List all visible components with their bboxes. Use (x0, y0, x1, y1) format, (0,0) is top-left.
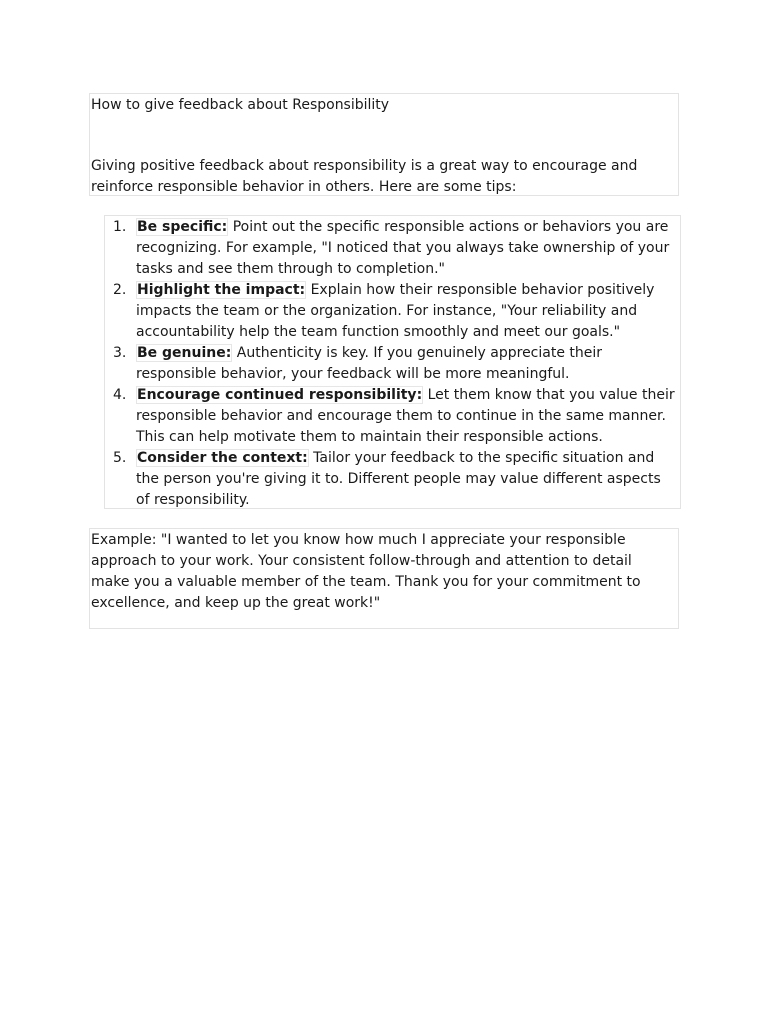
tip-text: Let them know that you value their responsible behavior and encourage them to continue in the same manner. This can help motivate them to maintain their responsible actions. (136, 387, 675, 445)
list-number: 4. (113, 387, 127, 403)
tip-text: Tailor your feedback to the specific situation and the person you're giving it to. Different people may value different aspects of responsibility. (136, 450, 661, 508)
tips-list (105, 217, 676, 511)
intro-paragraph: Giving positive feedback about responsibility is a great way to encourage and reinforce responsible behavior in others. Here are some tips: (91, 158, 638, 195)
tip-text: Authenticity is key. If you genuinely appreciate their responsible behavior, your feedback will be more meaningful. (136, 345, 603, 382)
tip-heading: Consider the context: (137, 450, 308, 466)
list-number: 2. (113, 282, 127, 298)
tip-heading: Highlight the impact: (137, 282, 306, 298)
tip-heading: Encourage continued responsibility: (137, 387, 423, 403)
tip-text: Point out the specific responsible actions or behaviors you are recognizing. For example, "I noticed that you always take ownership of your tasks and see them through to completion." (136, 219, 670, 277)
intro-block (89, 93, 679, 196)
list-item (105, 280, 676, 343)
list-item (105, 343, 676, 385)
list-item (105, 217, 676, 280)
list-item (105, 385, 676, 448)
tip-heading: Be specific: (137, 219, 228, 235)
list-number: 3. (113, 345, 127, 361)
list-number: 1. (113, 219, 127, 235)
document-title: How to give feedback about Responsibility (91, 97, 390, 113)
tip-heading: Be genuine: (137, 345, 232, 361)
list-item (105, 448, 676, 511)
example-paragraph: Example: "I wanted to let you know how much I appreciate your responsible approach to your work. Your consistent follow-through and attention to detail make you a valuable member of the team. Thank you for your commitment to excellence, and keep up the great work!" (91, 532, 641, 611)
tip-text: Explain how their responsible behavior positively impacts the team or the organization. For instance, "Your reliability and accountability help the team function smoothly and meet our goals." (136, 282, 655, 340)
list-number: 5. (113, 450, 127, 466)
tips-block (104, 215, 681, 509)
example-block (89, 528, 679, 629)
